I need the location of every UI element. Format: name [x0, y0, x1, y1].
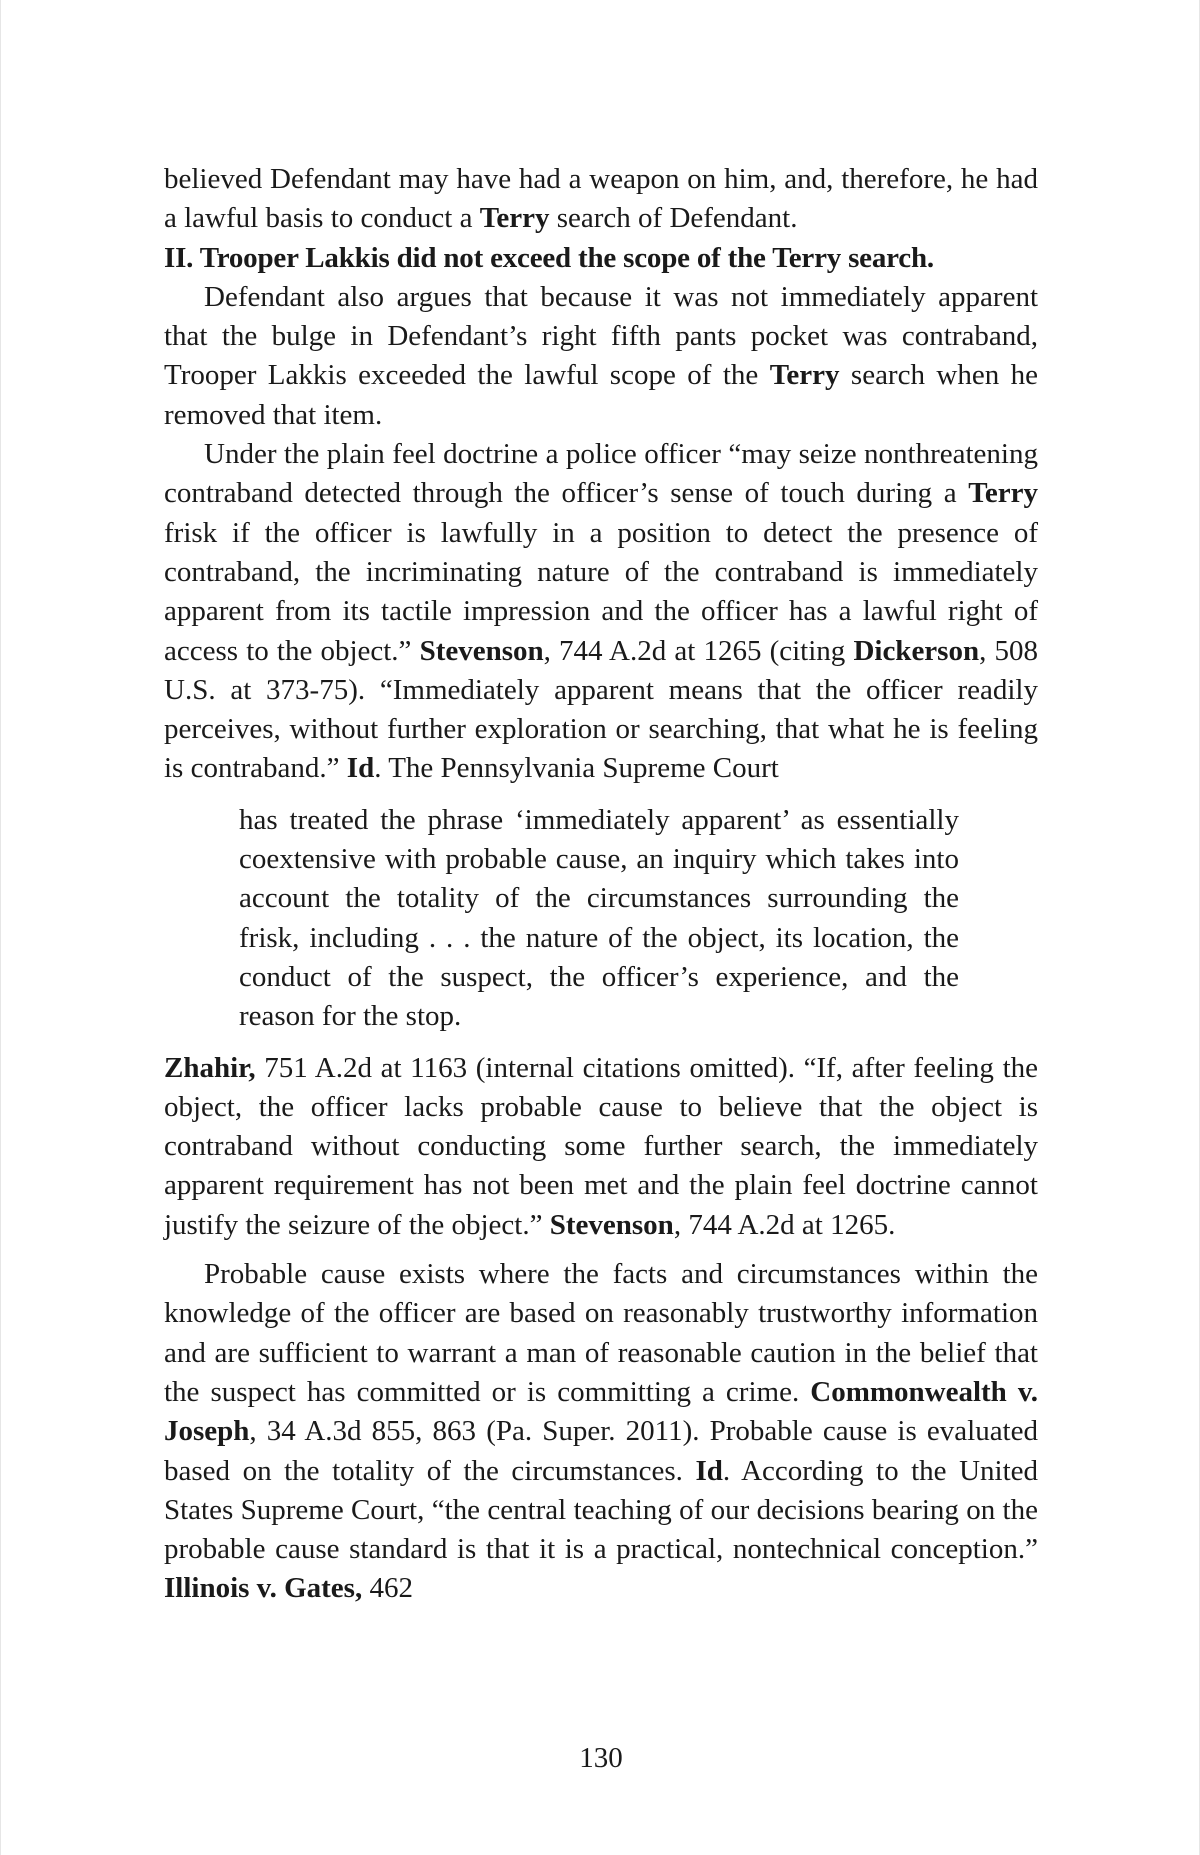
page-number: 130 [579, 1742, 623, 1774]
block-quote: has treated the phrase ‘immediately apparent’ as essentially coextensive with probable cause, an inquiry which takes into account the totality of the circumstances surrounding the frisk, including . . . the nature of the object, its location, the conduct of the suspect, the officer’s experience, and the reason for the stop. [239, 803, 959, 1033]
paragraph-defendant-argument [164, 278, 1038, 435]
text-run: . The Pennsylvania Supreme Court [374, 752, 779, 785]
text-run: 751 A.2d at 1163 (internal citations omitted). “If, after feeling the object, the officer lacks probable cause to believe that the object is contraband without conducting some further search, the immediately apparent requirement has not been met and the plain feel doctrine cannot justify the seizure of the object.” [164, 1051, 1038, 1241]
body-text [164, 160, 1038, 1609]
case-citation: Terry [968, 477, 1038, 510]
case-citation: Id [346, 752, 375, 785]
text-run: Defendant also argues that because it was not immediately apparent that the bulge in Defendant’s right fifth pants pocket was contraband, Trooper Lakkis exceeded the lawful scope of the [164, 280, 1038, 392]
case-citation: Terry [769, 359, 840, 392]
paragraph-plain-feel-doctrine [164, 435, 1038, 789]
case-citation: Dickerson [853, 634, 980, 667]
case-citation: Commonwealth v. Joseph [164, 1375, 1038, 1448]
text-run: Probable cause exists where the facts and circumstances within the knowledge of the officer are based on reasonably trustworthy information and are sufficient to warrant a man of reasonable caution in the belief that the suspect has committed or is committing a crime. [164, 1258, 1038, 1408]
paragraph-zhahir [164, 1049, 1038, 1245]
case-citation: Stevenson [549, 1208, 674, 1241]
case-citation: Id [695, 1454, 723, 1487]
case-citation: Zhahir, [164, 1051, 256, 1084]
text-run: , 508 U.S. at 373-75). “Immediately apparent means that the officer readily perceives, without further exploration or searching, that what he is feeling is contraband.” [164, 634, 1038, 785]
text-run: , 34 A.3d 855, 863 (Pa. Super. 2011). Probable cause is evaluated based on the totality of the circumstances. [164, 1415, 1038, 1487]
text-run: search of Defendant. [549, 202, 798, 235]
text-run: search when he removed that item. [164, 359, 1038, 431]
section-heading: II. Trooper Lakkis did not exceed the scope of the Terry search. [164, 241, 934, 274]
case-citation: Terry [479, 202, 550, 235]
text-run: , 744 A.2d at 1265 (citing [543, 634, 854, 667]
text-run: , 744 A.2d at 1265. [673, 1208, 896, 1241]
text-run: 462 [362, 1572, 413, 1605]
case-citation: Stevenson [419, 634, 544, 667]
text-run: believed Defendant may have had a weapon on him, and, therefore, he had a lawful basis to conduct a [164, 163, 1038, 235]
text-run: frisk if the officer is lawfully in a position to detect the presence of contraband, the incriminating nature of the contraband is immediately apparent from its tactile impression and the officer has a lawful right of access to the object.” [164, 516, 1038, 667]
case-citation: Illinois v. Gates, [164, 1572, 363, 1605]
paragraph-continuation [164, 160, 1038, 239]
text-run: Under the plain feel doctrine a police officer “may seize nonthreatening contraband detected through the officer’s sense of touch during a [164, 438, 1038, 510]
paragraph-probable-cause [164, 1255, 1038, 1609]
text-run: . According to the United States Supreme Court, “the central teaching of our decisions bearing on the probable cause standard is that it is a practical, nontechnical conception.” [164, 1454, 1038, 1566]
